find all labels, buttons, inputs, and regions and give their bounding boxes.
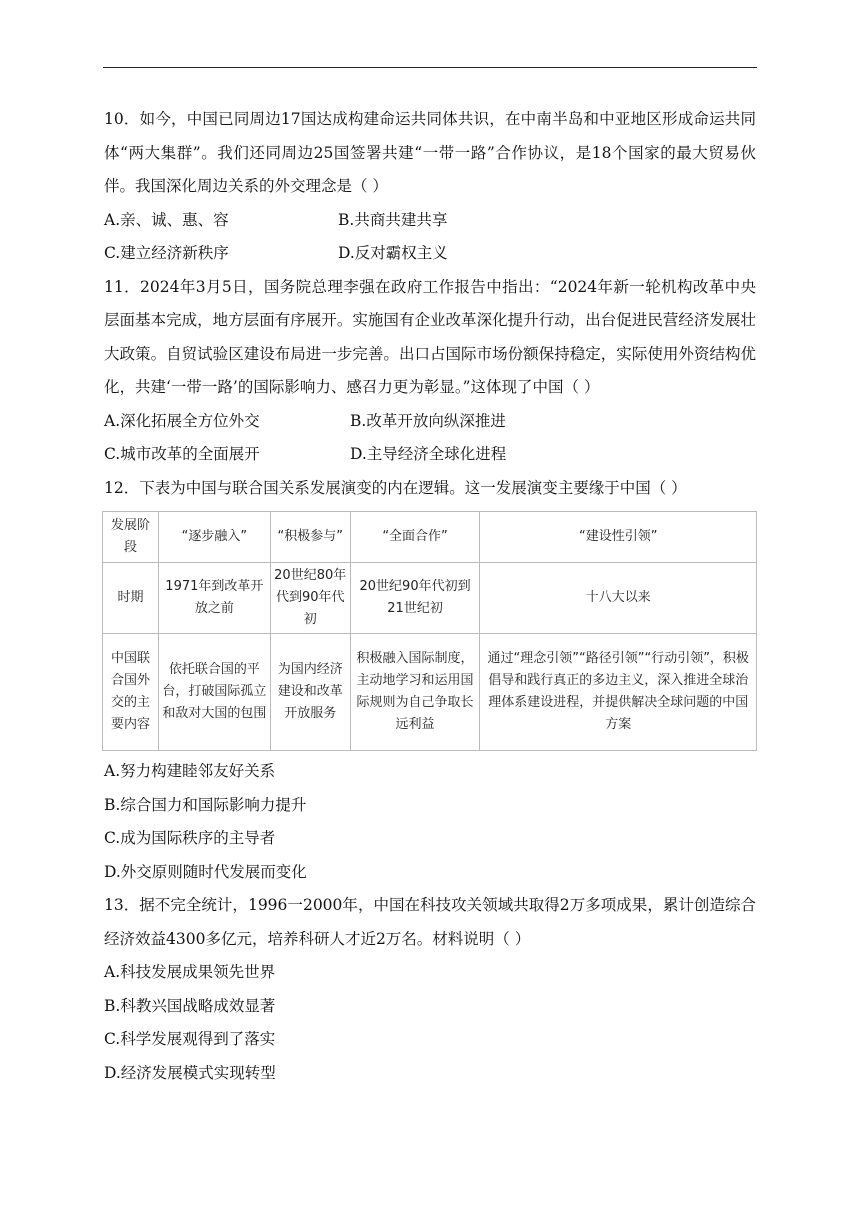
table-cell: “积极参与” <box>270 512 350 563</box>
header-rule <box>103 67 757 68</box>
question-12-option-b[interactable]: B.综合国力和国际影响力提升 <box>104 795 307 814</box>
question-11-options-row-2 <box>104 438 756 472</box>
question-11-stem: 11．2024年3月5日，国务院总理李强在政府工作报告中指出：“2024年新一轮机构改革中央层面基本完成，地方层面有序展开。实施国有企业改革深化提升行动，出台促进民营经济发展壮大政策。自贸试验区建设布局进一步完善。出口占国际市场份额保持稳定，实际使用外资结构优化，共建‘一带一路’的国际影响力、感召力更为彰显。”这体现了中国（ ） <box>104 277 756 396</box>
question-10-options-row-2 <box>104 237 756 271</box>
table-cell: 十八大以来 <box>480 563 757 634</box>
question-11-option-a[interactable]: A.深化拓展全方位外交 <box>104 411 260 430</box>
question-11-option-b[interactable]: B.改革开放向纵深推进 <box>350 411 506 430</box>
table-cell: 20世纪80年代到90年代初 <box>270 563 350 634</box>
question-12-option-a[interactable]: A.努力构建睦邻友好关系 <box>104 762 276 780</box>
question-10-option-a[interactable]: A.亲、诚、惠、容 <box>104 210 229 229</box>
table-cell: “全面合作” <box>350 512 480 563</box>
question-11-option-d[interactable]: D.主导经济全球化进程 <box>350 445 507 463</box>
table-row-header: 发展阶段 <box>103 512 159 563</box>
table-cell: 通过“理念引领”“路径引领”“行动引领”，积极倡导和践行真正的多边主义，深入推进全球治理体系建设进程，并提供解决全球问题的中国方案 <box>480 634 757 751</box>
table-cell: “逐步融入” <box>158 512 270 563</box>
table-row-header: 时期 <box>103 563 159 634</box>
question-13-option-d[interactable]: D.经济发展模式实现转型 <box>104 1063 276 1082</box>
table-row-stages <box>103 512 757 563</box>
question-10-stem: 10．如今，中国已同周边17国达成构建命运共同体共识，在中南半岛和中亚地区形成命运共同体“两大集群”。我们还同周边25国签署共建“一带一路”合作协议，是18个国家的最大贸易伙伴。我国深化周边关系的外交理念是（ ） <box>104 110 756 195</box>
question-12-stem: 12．下表为中国与联合国关系发展演变的内在逻辑。这一发展演变主要缘于中国（ ） <box>104 478 687 497</box>
question-10-options-row-1 <box>104 204 756 238</box>
table-row-header: 中国联合国外交的主要内容 <box>103 634 159 751</box>
table-cell: 20世纪90年代初到21世纪初 <box>350 563 480 634</box>
table-cell: 积极融入国际制度，主动地学习和运用国际规则为自己争取长远利益 <box>350 634 480 751</box>
un-relations-table <box>102 511 757 751</box>
question-10-option-d[interactable]: D.反对霸权主义 <box>338 244 448 262</box>
question-sheet <box>104 103 756 1090</box>
question-12-option-d[interactable]: D.外交原则随时代发展而变化 <box>104 862 307 881</box>
question-11-options-row-1 <box>104 405 756 439</box>
table-row-contents <box>103 634 757 751</box>
question-13-option-a[interactable]: A.科技发展成果领先世界 <box>104 963 276 981</box>
table-cell: 1971年到改革开放之前 <box>158 563 270 634</box>
table-cell: “建设性引领” <box>480 512 757 563</box>
question-11-option-c[interactable]: C.城市改革的全面展开 <box>104 445 260 463</box>
question-13-stem: 13．据不完全统计，1996一2000年，中国在科技攻关领域共取得2万多项成果，累计创造综合经济效益4300多亿元，培养科研人才近2万名。材料说明（ ） <box>104 896 756 948</box>
table-cell: 依托联合国的平台，打破国际孤立和敌对大国的包围 <box>158 634 270 751</box>
table-cell: 为国内经济建设和改革开放服务 <box>270 634 350 751</box>
question-12-option-c[interactable]: C.成为国际秩序的主导者 <box>104 829 276 847</box>
question-10-option-c[interactable]: C.建立经济新秩序 <box>104 244 229 262</box>
question-13-option-b[interactable]: B.科教兴国战略成效显著 <box>104 996 276 1015</box>
table-row-periods <box>103 563 757 634</box>
question-13-option-c[interactable]: C.科学发展观得到了落实 <box>104 1030 276 1048</box>
question-10-option-b[interactable]: B.共商共建共享 <box>338 210 448 229</box>
